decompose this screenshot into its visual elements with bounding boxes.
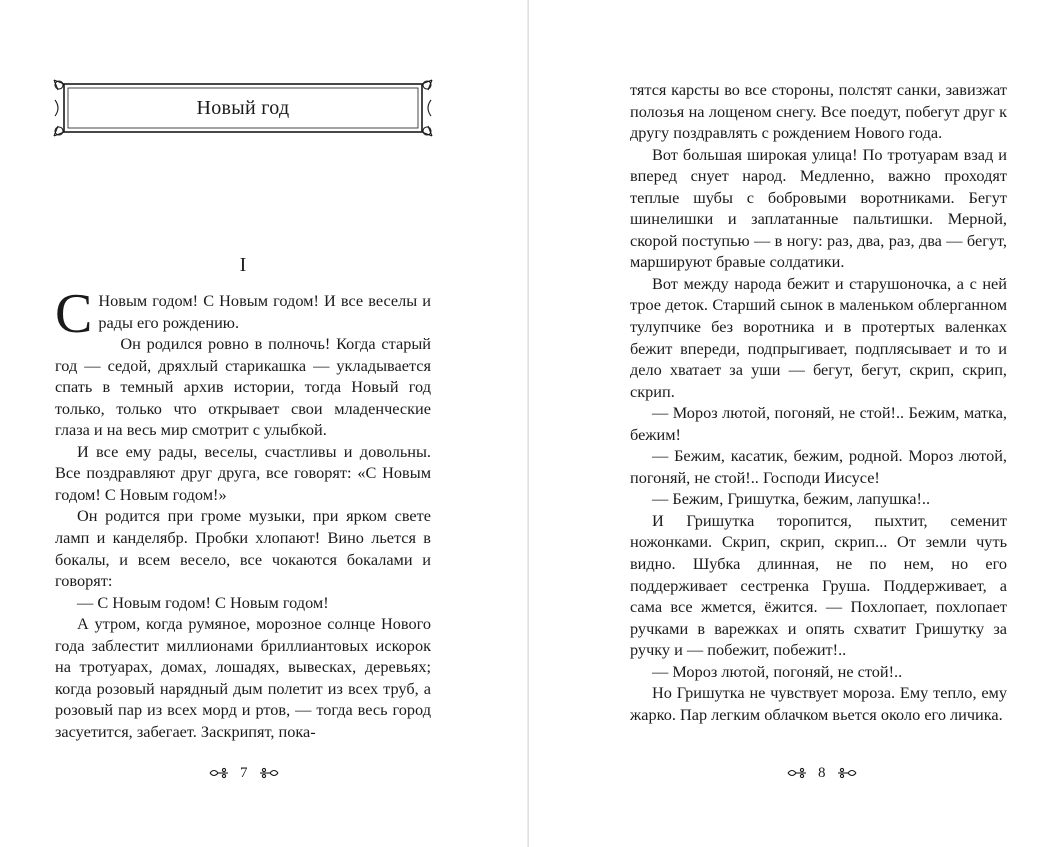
chapter-title: Новый год (196, 96, 290, 119)
paragraph-r4: — Мороз лютой, погоняй, не стой!.. Бежим, матка, бежим! (630, 403, 1007, 444)
right-page-body (630, 79, 1007, 725)
paragraph-r8: — Мороз лютой, погоняй, не стой!.. (652, 661, 903, 681)
paragraph-3: И все ему рады, веселы, счастливы и довольны. Все поздравляют друг друга, все говорят: «С Новым годом! С Новым годом!» (55, 441, 431, 504)
paragraph-5: — С Новым годом! С Новым годом! (77, 592, 329, 612)
paragraph-6: А утром, когда румяное, морозное солнце Нового года заблестит миллионами бриллиантовых искорок на тротуарах, домах, лошадях, вывесках, деревьях; когда розовый нарядный дым полетит из всех труб, а розовый пар из всех морд и ртов, — тогда весь город засуетится, забегает. Заскрипят, пока- (55, 614, 431, 741)
section-numeral: I (239, 254, 247, 276)
chapter-title-frame (52, 78, 434, 138)
paragraph-r6: — Бежим, Гришутка, бежим, лапушка!.. (652, 489, 931, 509)
paragraph-1-text: Новым годом! С Новым годом! И все веселы и рады его рождению. (98, 291, 431, 332)
paragraph-r5: — Бежим, касатик, бежим, родной. Мороз лютой, погоняй, не стой!.. Господи Иисусе! (630, 446, 1007, 487)
paragraph-r9: Но Гришутка не чувствует мороза. Ему тепло, ему жарко. Пар легким облачком вьется около его личика. (630, 683, 1007, 724)
fleuron-right-icon (836, 767, 858, 779)
paragraph-1 (55, 283, 431, 345)
paragraph-r7: И Гришутка торопится, пыхтит, семенит ножонками. Скрип, скрип, скрип... От земли чуть видно. Шубка длинная, не по нем, но его поддерживает сестренка Груша. Поддерживает, а сама все жмется, ёжится. — Похлопает, похлопает ручками в варежках и опять схватит Гришутку за ручку и — побежит, побежит!.. (630, 510, 1007, 660)
page-number-8: 8 (818, 764, 826, 781)
fleuron-left-icon (208, 767, 230, 779)
fleuron-right-icon (258, 767, 280, 779)
right-page (529, 0, 1056, 847)
page-number-left (208, 763, 280, 783)
fleuron-left-icon (786, 767, 808, 779)
paragraph-2: Он родился ровно в полночь! Когда старый год — седой, дряхлый старикашка — укладывается спать в темный архив истории, тогда Новый год только, только что открывает свои младенческие глаза и на весь мир смотрит с улыбкой. (55, 334, 431, 440)
page-number-right (786, 763, 858, 783)
paragraph-r1: тятся карсты во все стороны, полстят санки, завизжат полозья на лощеном снегу. Все поедут, побегут друг к другу поздравлять с рождением Нового года. (630, 80, 1007, 143)
page-number-7: 7 (240, 764, 248, 781)
left-page-body (55, 283, 431, 742)
dropcap: С (55, 283, 93, 345)
paragraph-4: Он родится при громе музыки, при ярком свете ламп и канделябр. Пробки хлопают! Вино льется в бокалы, и всем весело, все чокаются бокалами и говорят: (55, 506, 431, 591)
paragraph-r2: Вот большая широкая улица! По тротуарам взад и вперед снует народ. Медленно, важно проходят теплые шубы с бобровыми воротниками. Бегут шинелишки и заплатанные пальтишки. Мерной, скорой поступью — в ногу: раз, два, раз, два — бегут, маршируют бравые солдатики. (630, 144, 1007, 272)
paragraph-r3: Вот между народа бежит и старушоночка, а с ней трое деток. Старший сынок в маленьком облерганном тулупчике без воротника и в протертых валенках бежит впереди, подпрыгивает, подплясывает и то и дело хватает за уши — бегут, бегут, скрип, скрип, скрип. (630, 273, 1007, 401)
